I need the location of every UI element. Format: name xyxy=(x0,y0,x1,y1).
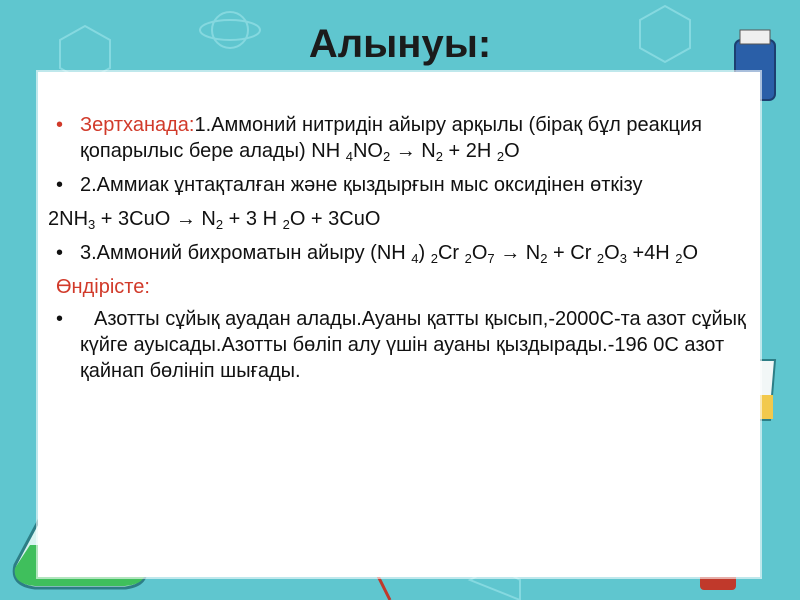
equation-line: $2NH_3 + 3CuO \to N_2 + 3$ H $_2$O + 3CuO xyxy=(48,208,381,232)
list-item-ammonia: • 2.Аммиак ұнтақталған және қыздырғын мыс оксидінен өткізу xyxy=(56,174,643,196)
list-item-dichromate: • 3.Аммоний бихроматын айыру (NH $_4$) $_2$Cr $_2O_7 \to N_2 + Cr$ $_2O_3 +4H$ $_2$O xyxy=(56,242,699,266)
list-item-lab: • Зертханада:1.Аммоний нитридін айыру арқылы (бірақ бұл реакция қопарылыс бере алады) NH $_4NO_2 \to N_2 + 2H$ $_2$O xyxy=(56,114,702,164)
bullet: • xyxy=(56,114,64,136)
lab-label: Зертханада: xyxy=(80,114,195,136)
production-label: Өндірісте: xyxy=(56,276,150,298)
bullet: • xyxy=(56,308,64,330)
page-title: Алынуы: xyxy=(308,22,492,66)
content-body xyxy=(48,112,760,392)
bullet: • xyxy=(56,174,64,196)
bullet: • xyxy=(56,242,64,264)
list-item-industrial: • Азотты сұйық ауадан алады.Ауаны қатты қысып,-2000С-та азот сұйық күйге ауысады.Азотты бөліп алу үшін ауаны қыздырады.-196 0С азот қайнап бөлініп шығады. xyxy=(56,308,746,382)
